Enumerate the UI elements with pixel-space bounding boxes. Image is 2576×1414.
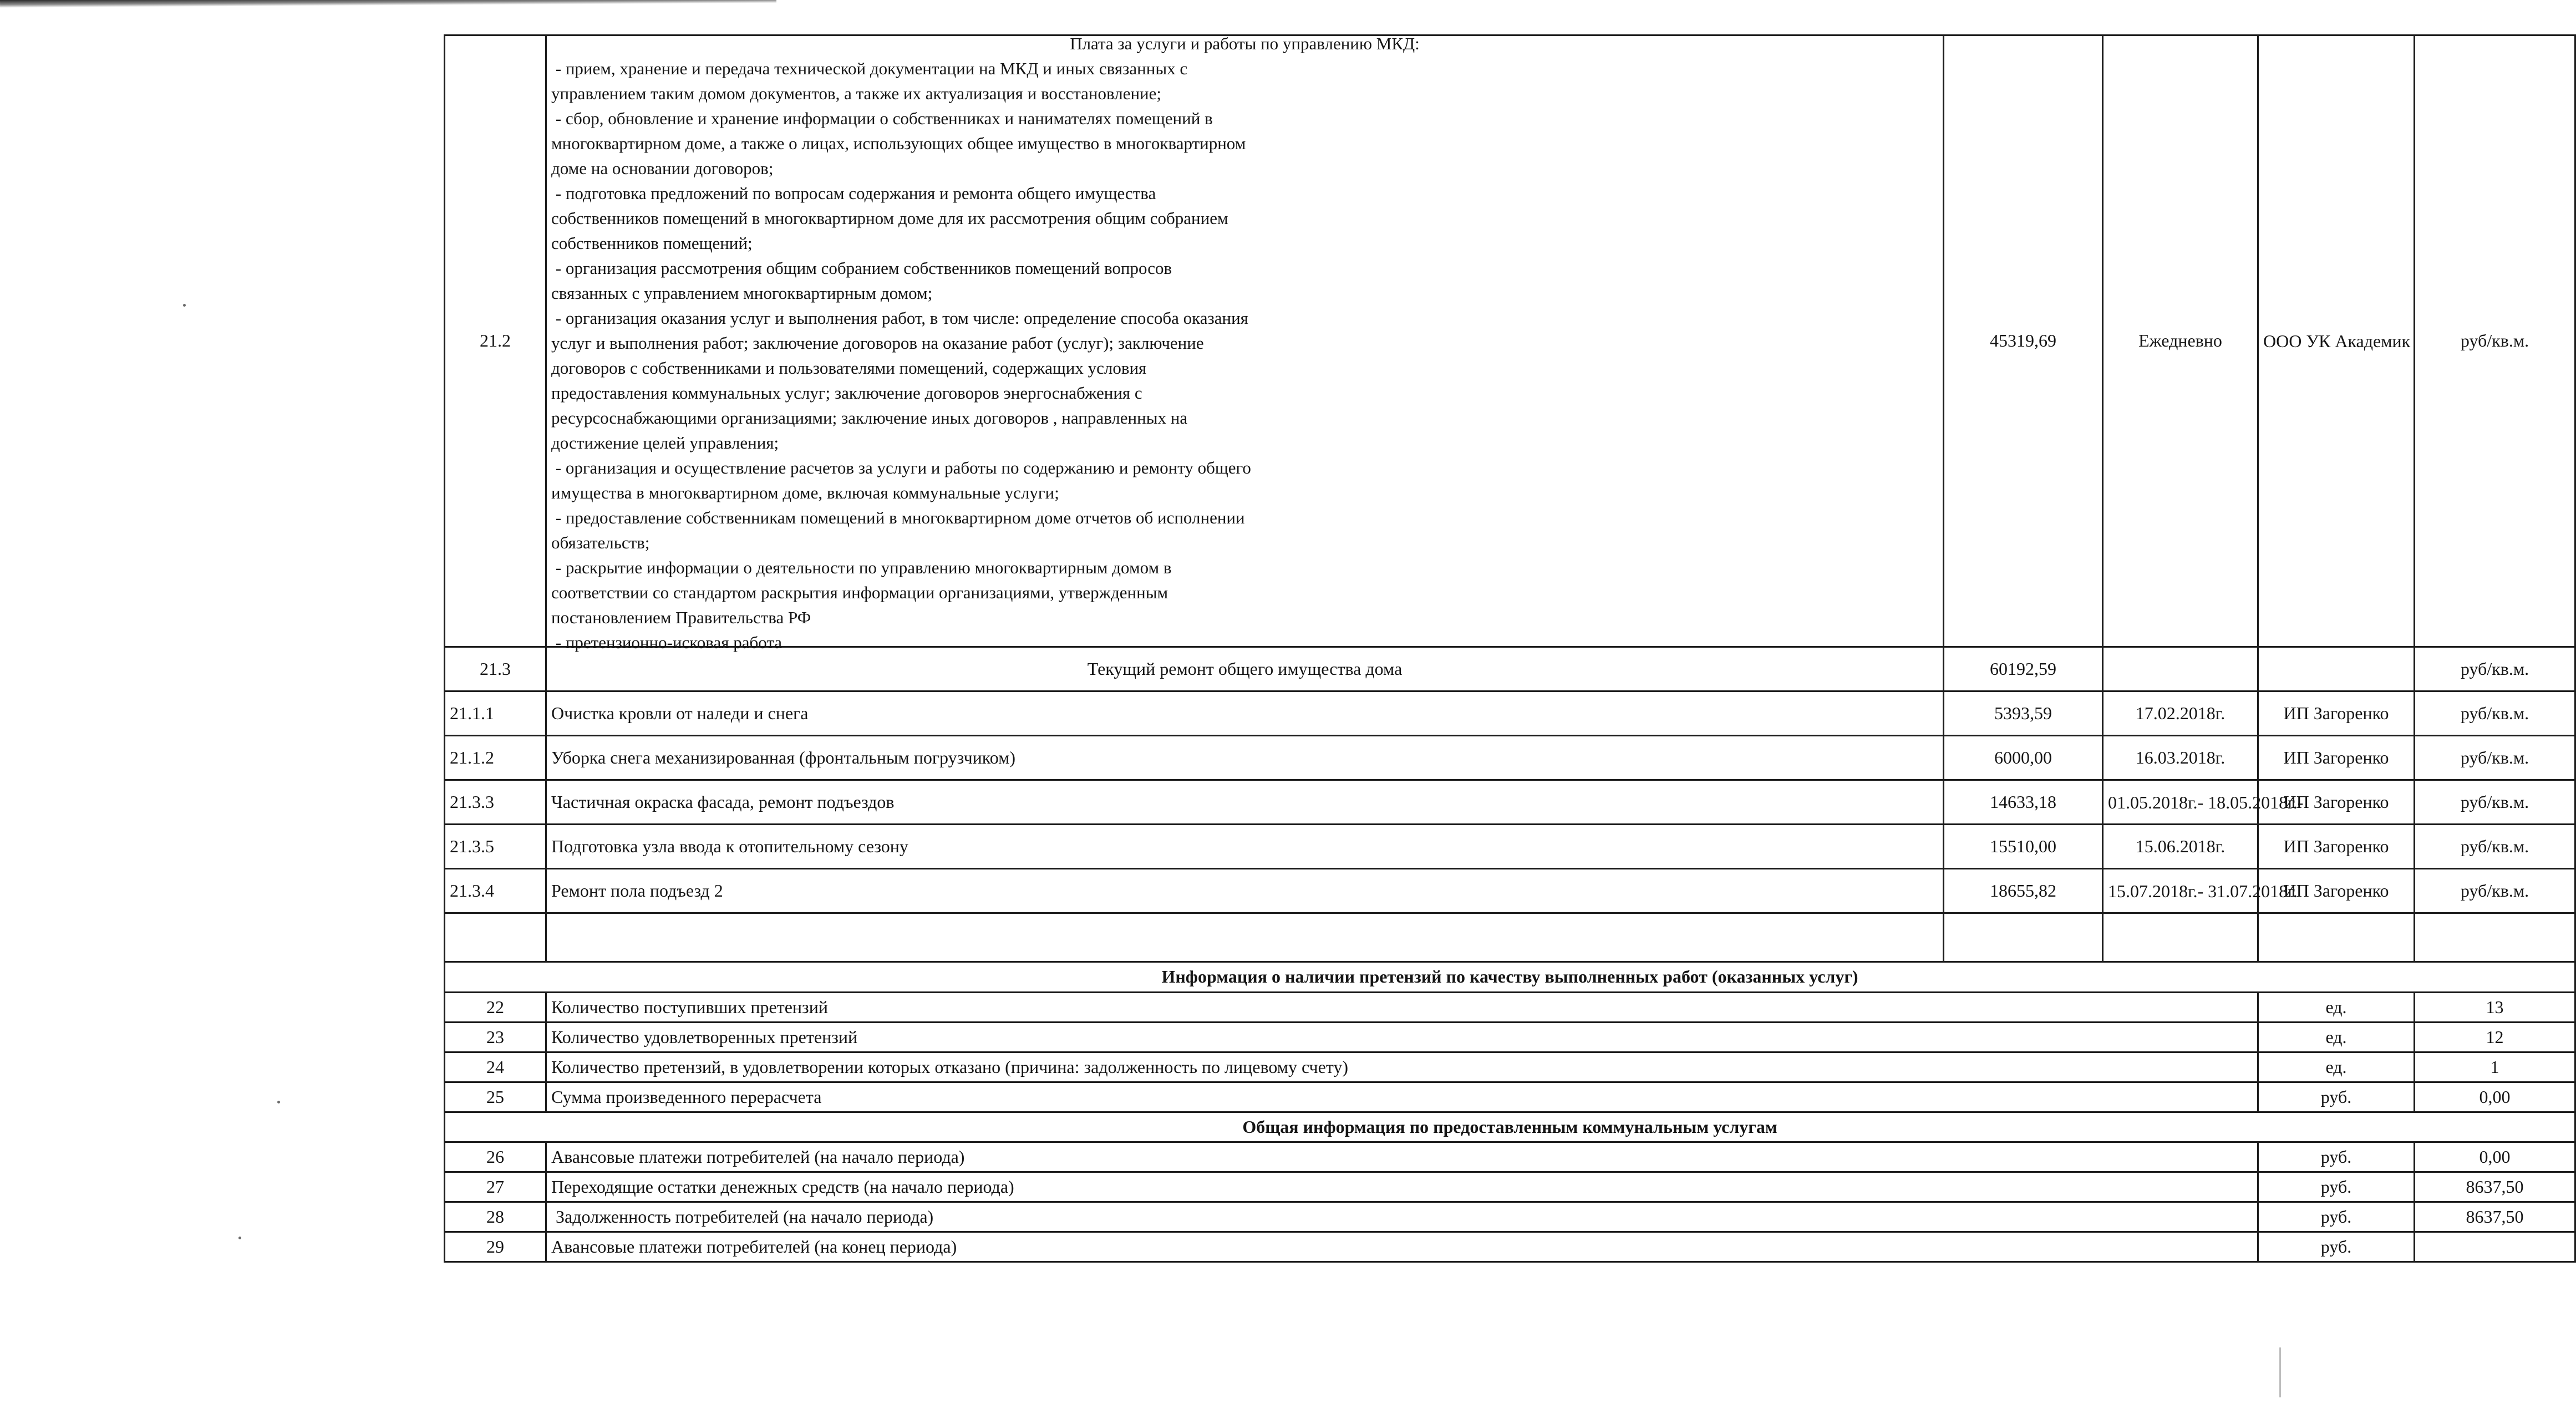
unit: руб/кв.м.: [2415, 780, 2575, 825]
utilities-row: [445, 1202, 2575, 1232]
unit: ед.: [2258, 993, 2415, 1023]
claims-row: [445, 1082, 2575, 1112]
utility-name: Авансовые платежи потребителей (на конец периода): [546, 1232, 2258, 1262]
scan-speck: [183, 304, 186, 307]
amount: 15510,00: [1944, 825, 2103, 869]
description-line: соответствии со стандартом раскрытия информации организациями, утвержденным: [551, 583, 1168, 602]
amount: 5393,59: [1944, 691, 2103, 736]
empty-cell: [2103, 913, 2258, 962]
row-number: 26: [445, 1142, 546, 1172]
description-line: - организация оказания услуг и выполнения работ, в том числе: определение способа оказания: [551, 308, 1248, 328]
executor: ООО УК Академик: [2258, 35, 2415, 647]
description-line: - прием, хранение и передача технической документации на МКД и иных связанных с: [551, 59, 1188, 78]
claims-row: [445, 993, 2575, 1023]
period: 17.02.2018г.: [2103, 691, 2258, 736]
utilities-row: [445, 1232, 2575, 1262]
row-number: 21.3.4: [445, 869, 546, 913]
description-line: предоставления коммунальных услуг; заключение договоров энергоснабжения с: [551, 383, 1142, 403]
period: 15.06.2018г.: [2103, 825, 2258, 869]
period: 01.05.2018г.- 18.05.2018г.-: [2103, 780, 2258, 825]
scan-speck: [238, 1237, 241, 1239]
row-number: 22: [445, 993, 546, 1023]
amount: 14633,18: [1944, 780, 2103, 825]
unit: руб/кв.м.: [2415, 35, 2575, 647]
section-heading: Информация о наличии претензий по качеству выполненных работ (оказанных услуг): [445, 962, 2575, 993]
description-line: собственников помещений;: [551, 233, 753, 253]
empty-cell: [2415, 913, 2575, 962]
unit: руб.: [2258, 1232, 2415, 1262]
description-line: обязательств;: [551, 533, 650, 552]
description-line: достижение целей управления;: [551, 433, 779, 452]
period: Ежедневно: [2103, 35, 2258, 647]
description-line: - раскрытие информации о деятельности по управлению многоквартирным домом в: [551, 558, 1172, 577]
service-name: Ремонт пола подъезд 2: [546, 869, 1944, 913]
unit: ед.: [2258, 1023, 2415, 1052]
row-number: 21.3.5: [445, 825, 546, 869]
executor: [2258, 647, 2415, 691]
description-line: постановлением Правительства РФ: [551, 608, 811, 627]
service-name: Уборка снега механизированная (фронтальным погрузчиком): [546, 736, 1944, 780]
management-description: [546, 34, 1944, 652]
executor: ИП Загоренко: [2258, 780, 2415, 825]
description-line: ресурсоснабжающими организациями; заключение иных договоров , направленных на: [551, 408, 1188, 428]
description-line: имущества в многоквартирном доме, включая коммунальные услуги;: [551, 483, 1059, 502]
row-number: 28: [445, 1202, 546, 1232]
service-row-management: [445, 35, 2575, 647]
amount: 60192,59: [1944, 647, 2103, 691]
description-line: - претензионно-исковая работа: [551, 633, 783, 652]
description-line: управлением таким домом документов, а также их актуализация и восстановление;: [551, 84, 1162, 103]
description-line: - сбор, обновление и хранение информации о собственниках и нанимателях помещений в: [551, 109, 1213, 128]
service-name: Текущий ремонт общего имущества дома: [546, 647, 1944, 691]
row-number: 21.2: [445, 35, 546, 647]
claims-row: [445, 1052, 2575, 1082]
utility-name: Авансовые платежи потребителей (на начало периода): [546, 1142, 2258, 1172]
description-line: - предоставление собственникам помещений в многоквартирном доме отчетов об исполнении: [551, 508, 1245, 527]
description-line: доме на основании договоров;: [551, 159, 774, 178]
row-number: 21.1.2: [445, 736, 546, 780]
row-number: 21.3.3: [445, 780, 546, 825]
claim-name: Сумма произведенного перерасчета: [546, 1082, 2258, 1112]
unit: руб/кв.м.: [2415, 647, 2575, 691]
description-line: связанных с управлением многоквартирным домом;: [551, 283, 933, 303]
utilities-section-heading: [445, 1112, 2575, 1142]
service-row: [445, 736, 2575, 780]
executor: ИП Загоренко: [2258, 825, 2415, 869]
value: 13: [2415, 993, 2575, 1023]
description-line: - организация рассмотрения общим собранием собственников помещений вопросов: [551, 258, 1172, 278]
service-row: [445, 825, 2575, 869]
empty-cell: [2258, 913, 2415, 962]
row-number: 21.1.1: [445, 691, 546, 736]
service-name: Очистка кровли от наледи и снега: [546, 691, 1944, 736]
row-number: 27: [445, 1172, 546, 1202]
claims-section-heading: [445, 962, 2575, 993]
service-row: [445, 780, 2575, 825]
description-line: договоров с собственниками и пользователями помещений, содержащих условия: [551, 358, 1147, 378]
row-number: 21.3: [445, 647, 546, 691]
empty-row: [445, 913, 2575, 962]
value: 1: [2415, 1052, 2575, 1082]
row-number: 29: [445, 1232, 546, 1262]
empty-cell: [546, 913, 1944, 962]
row-number: 23: [445, 1023, 546, 1052]
claims-row: [445, 1023, 2575, 1052]
executor: ИП Загоренко: [2258, 691, 2415, 736]
amount: 6000,00: [1944, 736, 2103, 780]
unit: ед.: [2258, 1052, 2415, 1082]
description-line: - подготовка предложений по вопросам содержания и ремонта общего имущества: [551, 184, 1156, 203]
executor: ИП Загоренко: [2258, 869, 2415, 913]
value: 0,00: [2415, 1142, 2575, 1172]
utility-name: Переходящие остатки денежных средств (на начало периода): [546, 1172, 2258, 1202]
service-name: Подготовка узла ввода к отопительному сезону: [546, 825, 1944, 869]
utilities-row: [445, 1142, 2575, 1172]
unit: руб/кв.м.: [2415, 691, 2575, 736]
scan-edge-shadow: [0, 0, 776, 8]
utility-name: Задолженность потребителей (на начало периода): [546, 1202, 2258, 1232]
period: 16.03.2018г.: [2103, 736, 2258, 780]
period: [2103, 647, 2258, 691]
service-row: [445, 691, 2575, 736]
report-table: [444, 34, 2576, 1263]
description-line: услуг и выполнения работ; заключение договоров на оказание работ (услуг); заключение: [551, 333, 1204, 353]
value: 8637,50: [2415, 1202, 2575, 1232]
description-line: - организация и осуществление расчетов за услуги и работы по содержанию и ремонту общего: [551, 458, 1251, 477]
scan-speck: [277, 1101, 280, 1103]
empty-cell: [445, 913, 546, 962]
unit: руб/кв.м.: [2415, 869, 2575, 913]
value: 8637,50: [2415, 1172, 2575, 1202]
claim-name: Количество поступивших претензий: [546, 993, 2258, 1023]
utilities-row: [445, 1172, 2575, 1202]
unit: руб.: [2258, 1202, 2415, 1232]
unit: руб.: [2258, 1172, 2415, 1202]
amount: 18655,82: [1944, 869, 2103, 913]
section-heading: Общая информация по предоставленным коммунальным услугам: [445, 1112, 2575, 1142]
description-line: собственников помещений в многоквартирном доме для их рассмотрения общим собранием: [551, 208, 1228, 228]
row-number: 24: [445, 1052, 546, 1082]
empty-cell: [1944, 913, 2103, 962]
unit: руб.: [2258, 1082, 2415, 1112]
description-line: многоквартирном доме, а также о лицах, использующих общее имущество в многоквартирном: [551, 134, 1246, 153]
claim-name: Количество претензий, в удовлетворении которых отказано (причина: задолженность по лицевому счету): [546, 1052, 2258, 1082]
amount: 45319,69: [1944, 35, 2103, 647]
service-name: Частичная окраска фасада, ремонт подъездов: [546, 780, 1944, 825]
row-number: 25: [445, 1082, 546, 1112]
unit: руб.: [2258, 1142, 2415, 1172]
unit: руб/кв.м.: [2415, 825, 2575, 869]
service-row: [445, 869, 2575, 913]
period: 15.07.2018г.- 31.07.2018г.: [2103, 869, 2258, 913]
unit: руб/кв.м.: [2415, 736, 2575, 780]
description-line: Плата за услуги и работы по управлению МКД:: [1070, 34, 1420, 53]
value: 12: [2415, 1023, 2575, 1052]
claim-name: Количество удовлетворенных претензий: [546, 1023, 2258, 1052]
value: [2415, 1232, 2575, 1262]
executor: ИП Загоренко: [2258, 736, 2415, 780]
scan-edge-mark: [2279, 1347, 2281, 1397]
value: 0,00: [2415, 1082, 2575, 1112]
